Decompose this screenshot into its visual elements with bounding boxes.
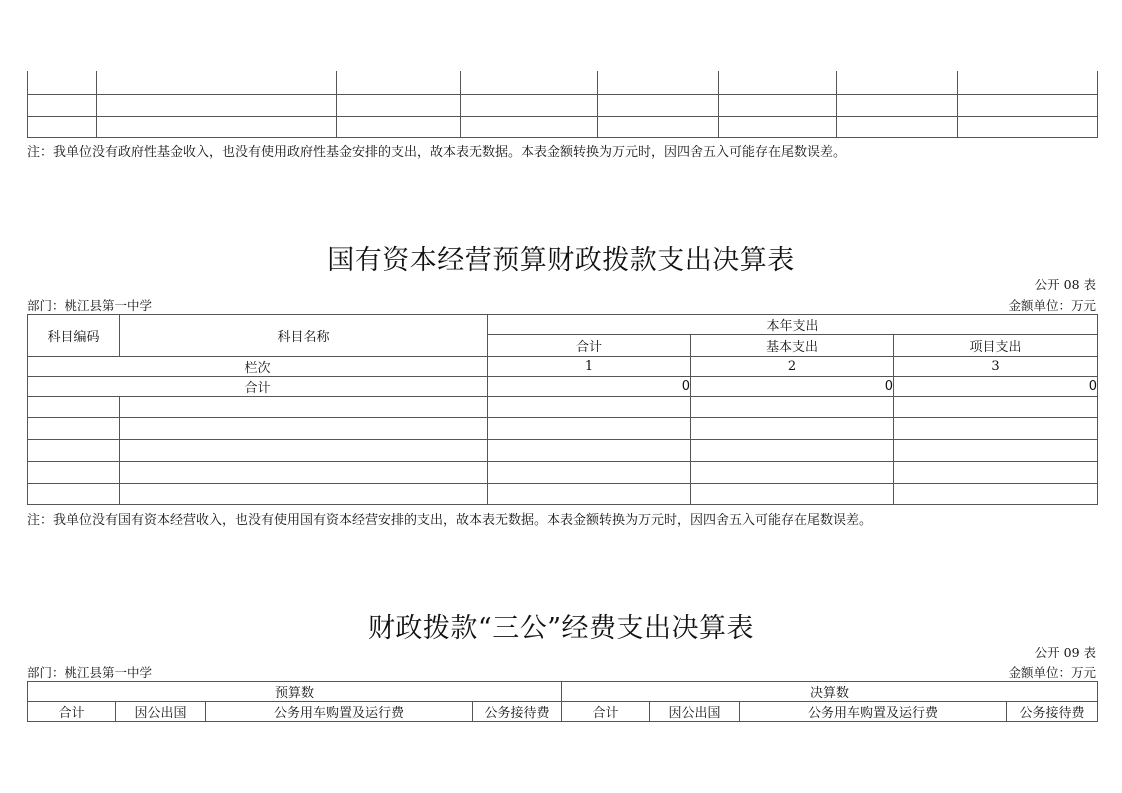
final-abroad: 因公出国 [650,702,740,722]
final-reception: 公务接待费 [1007,702,1098,722]
total-row [28,377,1098,397]
header-basic: 基本支出 [691,335,894,357]
budget-abroad: 因公出国 [116,702,206,722]
budget-vehicle: 公务用车购置及运行费 [206,702,473,722]
basic-value: 0 [691,377,894,397]
table-row [28,462,1098,484]
index-label: 栏次 [28,357,488,377]
header-current-year: 本年支出 [488,315,1098,335]
final-vehicle: 公务用车购置及运行费 [740,702,1007,722]
table-row [28,484,1098,505]
table-header-row [28,682,1098,702]
index-3: 3 [894,357,1098,377]
table-08-title: 国有资本经营预算财政拨款支出决算表 [327,245,795,276]
final-total: 合计 [562,702,650,722]
header-project: 项目支出 [894,335,1098,357]
budget-total: 合计 [28,702,116,722]
header-budget: 预算数 [28,682,562,702]
total-value: 0 [488,377,691,397]
table-row [28,397,1098,418]
header-total: 合计 [488,335,691,357]
budget-reception: 公务接待费 [473,702,562,722]
header-name: 科目名称 [120,315,488,357]
table-08 [27,314,1098,505]
table-08-unit: 金额单位：万元 [1008,298,1096,313]
index-row [28,357,1098,377]
table-header-row [28,702,1098,722]
table-07-continuation [27,71,1098,138]
table-row [28,116,1098,137]
table-08-note: 注：我单位没有国有资本经营收入，也没有使用国有资本经营安排的支出，故本表无数据。本表金额转换为万元时，因四舍五入可能存在尾数误差。 [27,513,873,528]
table-09-department: 部门：桃江县第一中学 [27,665,153,680]
table-row [28,440,1098,462]
table-07-note: 注：我单位没有政府性基金收入，也没有使用政府性基金安排的支出，故本表无数据。本表金额转换为万元时，因四舍五入可能存在尾数误差。 [27,145,847,160]
index-1: 1 [488,357,691,377]
table-08-code: 公开 08 表 [1034,277,1096,292]
table-row [28,71,1098,94]
table-row [28,418,1098,440]
table-09-title: 财政拨款“三公”经费支出决算表 [367,613,755,644]
table-08-department: 部门：桃江县第一中学 [27,298,153,313]
header-final: 决算数 [562,682,1098,702]
header-code: 科目编码 [28,315,120,357]
table-row [28,94,1098,116]
table-09 [27,681,1098,722]
table-09-unit: 金额单位：万元 [1008,665,1096,680]
project-value: 0 [894,377,1098,397]
total-label: 合计 [28,377,488,397]
index-2: 2 [691,357,894,377]
table-header-row [28,315,1098,335]
table-09-code: 公开 09 表 [1034,645,1096,660]
